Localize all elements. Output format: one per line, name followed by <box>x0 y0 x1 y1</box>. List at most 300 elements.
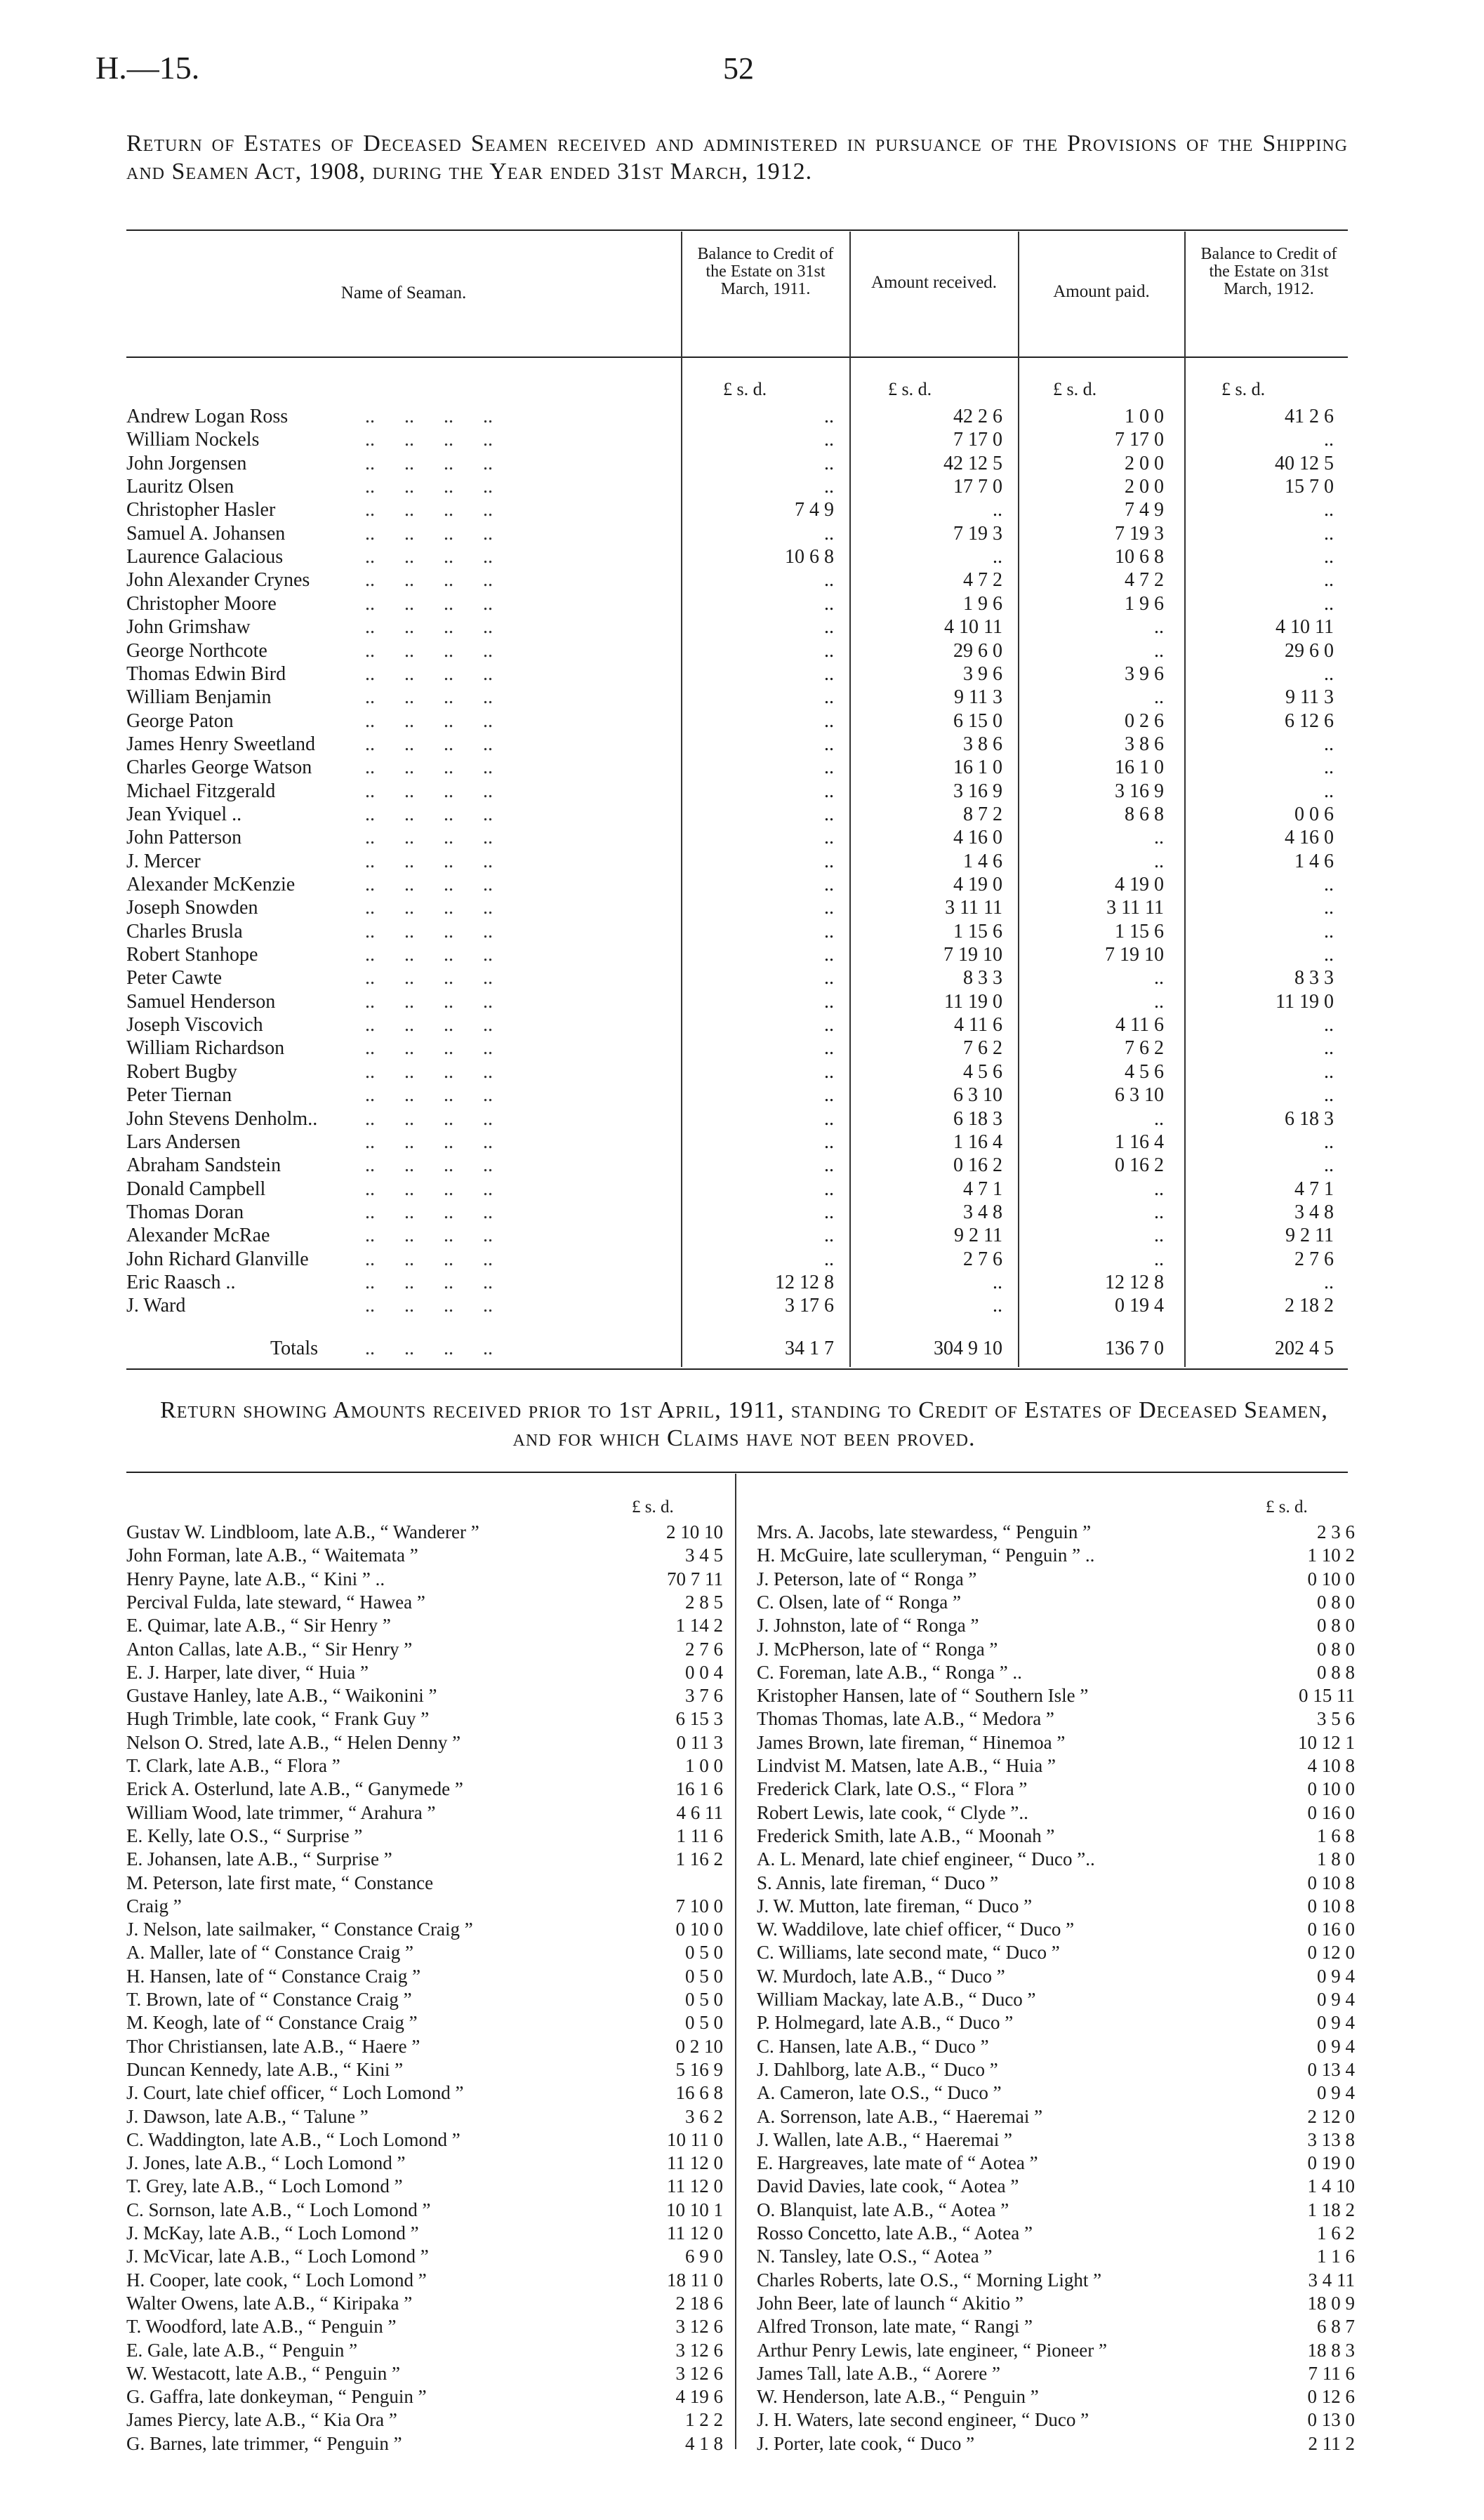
seaman-name: Michael Fitzgerald <box>126 780 276 802</box>
leader-dots: .. .. .. .. <box>365 406 493 427</box>
claim-row <box>0 1942 1484 1965</box>
amount-paid: .. <box>1154 639 1164 662</box>
claim-amount: 10 10 1 <box>666 2199 723 2220</box>
claimant-description: Thomas Thomas, late A.B., “ Medora ” <box>757 1708 1054 1730</box>
table1-row <box>0 499 1484 522</box>
balance-1911: .. <box>824 709 834 732</box>
claimant-description: Walter Owens, late A.B., “ Kiripaka ” <box>126 2292 413 2314</box>
table1-row <box>0 944 1484 967</box>
claim-amount: 3 5 6 <box>1317 1708 1355 1730</box>
table1-row <box>0 710 1484 733</box>
claim-amount: 0 10 8 <box>1307 1872 1355 1893</box>
table1-row <box>0 523 1484 546</box>
claim-amount: 1 0 0 <box>685 1755 723 1776</box>
claimant-description: J. McVicar, late A.B., “ Loch Lomond ” <box>126 2246 429 2267</box>
balance-1912: 4 7 1 <box>1294 1178 1334 1200</box>
claim-amount: 1 11 6 <box>676 1825 723 1846</box>
amount-received: .. <box>993 546 1002 568</box>
amount-received: .. <box>993 1271 1002 1293</box>
leader-dots: .. .. .. .. <box>365 920 493 942</box>
claimant-description: C. Foreman, late A.B., “ Ronga ” .. <box>757 1661 1022 1683</box>
claim-row <box>0 1755 1484 1778</box>
amount-received: 42 2 6 <box>953 406 1002 427</box>
balance-1912: 4 16 0 <box>1285 827 1334 849</box>
claim-row <box>0 1568 1484 1592</box>
leader-dots: .. .. .. .. <box>365 429 493 451</box>
table1-row <box>0 1108 1484 1131</box>
claimant-description: G. Gaffra, late donkeyman, “ Penguin ” <box>126 2386 427 2408</box>
claim-amount: 0 10 0 <box>675 1919 723 1940</box>
claimant-description: E. Quimar, late A.B., “ Sir Henry ” <box>126 1615 391 1636</box>
table1-row <box>0 429 1484 452</box>
table1-row <box>0 546 1484 569</box>
claimant-description: M. Keogh, late of “ Constance Craig ” <box>126 2012 418 2034</box>
claim-row <box>0 2246 1484 2269</box>
claimant-description: Alfred Tronson, late mate, “ Rangi ” <box>757 2316 1033 2338</box>
claimant-description: A. Maller, late of “ Constance Craig ” <box>126 1942 414 1964</box>
claimant-description: E. Johansen, late A.B., “ Surprise ” <box>126 1848 392 1870</box>
seaman-name: George Northcote <box>126 639 267 662</box>
claim-amount: 0 5 0 <box>685 1942 723 1964</box>
balance-1911: .. <box>824 874 834 895</box>
balance-1911: .. <box>824 756 834 779</box>
amount-paid: .. <box>1154 1248 1164 1270</box>
table1-row <box>0 640 1484 663</box>
claim-amount: 4 10 8 <box>1307 1755 1355 1776</box>
claimant-description: John Forman, late A.B., “ Waitemata ” <box>126 1545 418 1566</box>
balance-1912: .. <box>1324 756 1334 779</box>
leader-dots: .. .. .. .. <box>365 499 493 521</box>
amount-paid: 8 6 8 <box>1125 803 1164 825</box>
amount-received: 4 10 11 <box>944 616 1002 639</box>
claimant-description: J. H. Waters, late second engineer, “ Duco ” <box>757 2409 1089 2431</box>
balance-1912: .. <box>1324 874 1334 895</box>
claimant-description: James Tall, late A.B., “ Aorere ” <box>757 2362 1001 2384</box>
claim-row <box>0 1895 1484 1919</box>
amount-paid: 4 19 0 <box>1115 874 1164 895</box>
balance-1912: .. <box>1324 546 1334 568</box>
claimant-description: Charles Roberts, late O.S., “ Morning Light ” <box>757 2269 1102 2291</box>
totals-paid: 136 7 0 <box>1105 1338 1164 1359</box>
claim-amount: 3 4 11 <box>1308 2269 1355 2291</box>
amount-paid: 2 0 0 <box>1125 452 1164 474</box>
claim-row <box>0 1615 1484 1638</box>
claim-row <box>0 1778 1484 1801</box>
claim-amount: 0 5 0 <box>685 2012 723 2034</box>
claim-amount: 2 11 2 <box>1308 2432 1355 2454</box>
seaman-name: Samuel Henderson <box>126 990 276 1013</box>
leader-dots: .. .. .. .. <box>365 1060 493 1083</box>
leader-dots: .. .. .. .. <box>365 1201 493 1223</box>
seaman-name: Alexander McRae <box>126 1225 270 1247</box>
claimant-description: Percival Fulda, late steward, “ Hawea ” <box>126 1591 425 1613</box>
table1-row <box>0 1014 1484 1037</box>
leader-dots: .. .. .. .. <box>365 1037 493 1060</box>
table1-row <box>0 1272 1484 1295</box>
seaman-name: Robert Stanhope <box>126 944 258 966</box>
amount-paid: 7 17 0 <box>1115 429 1164 451</box>
claimant-description: Frederick Clark, late O.S., “ Flora ” <box>757 1778 1028 1800</box>
amount-received: 1 9 6 <box>963 592 1002 615</box>
claim-amount: 0 9 4 <box>1317 1965 1355 1987</box>
balance-1912: .. <box>1324 920 1334 942</box>
table1-row <box>0 1131 1484 1154</box>
claimant-description: E. J. Harper, late diver, “ Huia ” <box>126 1661 369 1683</box>
leader-dots: .. .. .. .. <box>365 592 493 615</box>
claimant-description: Anton Callas, late A.B., “ Sir Henry ” <box>126 1638 413 1660</box>
amount-paid: 1 9 6 <box>1125 592 1164 615</box>
balance-1912: 11 19 0 <box>1276 990 1334 1013</box>
col-head-amount-received: Amount received. <box>870 273 998 292</box>
balance-1912: 29 6 0 <box>1285 639 1334 662</box>
amount-received: 6 3 10 <box>953 1084 1002 1107</box>
amount-paid: 12 12 8 <box>1105 1271 1164 1293</box>
claimant-description: J. Porter, late cook, “ Duco ” <box>757 2432 975 2454</box>
claim-row <box>0 2036 1484 2059</box>
leader-dots: .. .. .. .. <box>365 874 493 895</box>
claimant-description: J. McPherson, late of “ Ronga ” <box>757 1638 998 1660</box>
amount-paid: 4 11 6 <box>1115 1014 1164 1036</box>
amount-received: .. <box>993 499 1002 521</box>
balance-1912: .. <box>1324 944 1334 966</box>
balance-1911: .. <box>824 850 834 872</box>
seaman-name: Lars Andersen <box>126 1131 241 1153</box>
claimant-description: W. Westacott, late A.B., “ Penguin ” <box>126 2362 401 2384</box>
claimant-description: W. Murdoch, late A.B., “ Duco ” <box>757 1965 1005 1987</box>
balance-1911: .. <box>824 1060 834 1083</box>
claim-row <box>0 1825 1484 1848</box>
amount-received: 8 3 3 <box>963 967 1002 989</box>
amount-received: 4 11 6 <box>954 1014 1002 1036</box>
amount-received: 3 8 6 <box>963 733 1002 755</box>
claim-amount: 18 0 9 <box>1307 2292 1355 2314</box>
seaman-name: George Paton <box>126 709 234 732</box>
amount-received: 4 7 2 <box>963 569 1002 592</box>
claim-amount: 1 18 2 <box>1307 2199 1355 2220</box>
leader-dots: .. .. .. .. <box>365 452 493 474</box>
balance-1911: .. <box>824 944 834 966</box>
claimant-description: Kristopher Hansen, late of “ Southern Isle ” <box>757 1685 1089 1707</box>
seaman-name: Peter Tiernan <box>126 1084 232 1107</box>
leader-dots: .. .. .. .. <box>365 944 493 966</box>
claim-amount: 0 2 10 <box>675 2035 723 2057</box>
table1-totals-row <box>0 1338 1484 1361</box>
amount-paid: .. <box>1154 1178 1164 1200</box>
amount-paid: .. <box>1154 1107 1164 1130</box>
leader-dots: .. .. .. .. <box>365 662 493 685</box>
balance-1911: .. <box>824 1154 834 1177</box>
claimant-description: J. W. Mutton, late fireman, “ Duco ” <box>757 1895 1033 1916</box>
table1-row <box>0 967 1484 990</box>
amount-paid: 6 3 10 <box>1115 1084 1164 1107</box>
unit-label: £ s. d. <box>632 1498 674 1516</box>
amount-paid: 0 19 4 <box>1115 1295 1164 1317</box>
leader-dots: .. .. .. .. <box>365 639 493 662</box>
balance-1911: .. <box>824 827 834 849</box>
claimant-description: A. Sorrenson, late A.B., “ Haeremai ” <box>757 2105 1043 2127</box>
page-number: 52 <box>723 51 754 86</box>
table1-row <box>0 897 1484 920</box>
amount-received: 4 7 1 <box>963 1178 1002 1200</box>
amount-paid: .. <box>1154 827 1164 849</box>
seaman-name: James Henry Sweetland <box>126 733 316 755</box>
amount-paid: 1 0 0 <box>1125 406 1164 427</box>
claimant-description: James Brown, late fireman, “ Hinemoa ” <box>757 1731 1066 1753</box>
claim-amount: 0 9 4 <box>1317 2082 1355 2104</box>
claim-amount: 2 10 10 <box>666 1521 723 1542</box>
seaman-name: William Nockels <box>126 429 260 451</box>
balance-1912: 6 12 6 <box>1285 709 1334 732</box>
table1-row <box>0 1061 1484 1084</box>
seaman-name: Charles Brusla <box>126 920 243 942</box>
balance-1911: .. <box>824 1131 834 1153</box>
balance-1911: .. <box>824 990 834 1013</box>
claim-amount: 0 16 0 <box>1307 1919 1355 1940</box>
claim-row <box>0 2059 1484 2082</box>
table1-top-rule <box>126 229 1348 231</box>
balance-1912: .. <box>1324 569 1334 592</box>
claim-row <box>0 2175 1484 2199</box>
leader-dots: .. .. .. .. <box>365 897 493 919</box>
seaman-name: Donald Campbell <box>126 1178 266 1200</box>
table1-row <box>0 874 1484 897</box>
claim-amount: 0 12 6 <box>1307 2386 1355 2408</box>
claim-amount: 1 16 2 <box>675 1848 723 1870</box>
claimant-description: Lindvist M. Matsen, late A.B., “ Huia ” <box>757 1755 1056 1776</box>
amount-received: 4 19 0 <box>953 874 1002 895</box>
amount-paid: .. <box>1154 1225 1164 1247</box>
claim-amount: 0 5 0 <box>685 1989 723 2010</box>
claim-amount: 7 10 0 <box>675 1895 723 1916</box>
leader-dots: .. .. .. .. <box>365 569 493 592</box>
amount-paid: .. <box>1154 967 1164 989</box>
leader-dots: .. .. .. .. <box>365 1131 493 1153</box>
balance-1911: .. <box>824 1178 834 1200</box>
balance-1912: .. <box>1324 1131 1334 1153</box>
claim-amount: 0 8 0 <box>1317 1591 1355 1613</box>
leader-dots: .. .. .. .. <box>365 1295 493 1317</box>
table1-row <box>0 1037 1484 1060</box>
claimant-description: J. Wallen, late A.B., “ Haeremai ” <box>757 2128 1012 2150</box>
table1-row <box>0 780 1484 804</box>
table1-row <box>0 1178 1484 1201</box>
balance-1911: 7 4 9 <box>795 499 834 521</box>
balance-1911: .. <box>824 639 834 662</box>
claimant-description: G. Barnes, late trimmer, “ Penguin ” <box>126 2432 402 2454</box>
amount-received: 7 19 10 <box>943 944 1002 966</box>
balance-1912: .. <box>1324 1060 1334 1083</box>
leader-dots: .. .. .. .. <box>365 850 493 872</box>
claim-row <box>0 2129 1484 2152</box>
leader-dots: .. .. .. .. <box>365 1338 493 1359</box>
leader-dots: .. .. .. .. <box>365 967 493 989</box>
unit-label: £ s. d. <box>1221 379 1266 399</box>
claimant-description: H. Cooper, late cook, “ Loch Lomond ” <box>126 2269 427 2291</box>
claim-row <box>0 1919 1484 1942</box>
claim-amount: 3 4 5 <box>685 1545 723 1566</box>
claim-amount: 4 19 6 <box>675 2386 723 2408</box>
table1-row <box>0 1225 1484 1248</box>
claim-amount: 1 2 2 <box>685 2409 723 2431</box>
balance-1911: .. <box>824 616 834 639</box>
balance-1912: .. <box>1324 1271 1334 1293</box>
seaman-name: Abraham Sandstein <box>126 1154 281 1177</box>
table1-row <box>0 1084 1484 1107</box>
unit-label: £ s. d. <box>888 379 932 399</box>
table1-row <box>0 1295 1484 1318</box>
amount-received: 7 6 2 <box>963 1037 1002 1060</box>
claimant-description: T. Grey, late A.B., “ Loch Lomond ” <box>126 2175 403 2197</box>
claim-amount: 0 9 4 <box>1317 2035 1355 2057</box>
claimant-description: Hugh Trimble, late cook, “ Frank Guy ” <box>126 1708 430 1730</box>
balance-1912: 1 4 6 <box>1294 850 1334 872</box>
leader-dots: .. .. .. .. <box>365 1225 493 1247</box>
table1-row <box>0 1154 1484 1178</box>
amount-received: 6 18 3 <box>953 1107 1002 1130</box>
claim-amount: 0 9 4 <box>1317 1989 1355 2010</box>
claimant-description: M. Peterson, late first mate, “ Constance <box>126 1872 434 1893</box>
balance-1911: .. <box>824 897 834 919</box>
balance-1911: .. <box>824 569 834 592</box>
claimant-description: James Piercy, late A.B., “ Kia Ora ” <box>126 2409 397 2431</box>
claim-amount: 2 7 6 <box>685 1638 723 1660</box>
leader-dots: .. .. .. .. <box>365 616 493 639</box>
claim-amount: 0 8 8 <box>1317 1661 1355 1683</box>
balance-1911: .. <box>824 1201 834 1223</box>
table1-row <box>0 593 1484 616</box>
balance-1911: 12 12 8 <box>775 1271 834 1293</box>
claimant-description: A. L. Menard, late chief engineer, “ Duco ”.. <box>757 1848 1095 1870</box>
amount-received: 1 15 6 <box>953 920 1002 942</box>
claimant-description: Robert Lewis, late cook, “ Clyde ”.. <box>757 1801 1028 1823</box>
table1-row <box>0 406 1484 429</box>
leader-dots: .. .. .. .. <box>365 546 493 568</box>
claim-row <box>0 2199 1484 2222</box>
claim-row <box>0 1685 1484 1708</box>
claimant-description: P. Holmegard, late A.B., “ Duco ” <box>757 2012 1014 2034</box>
claimant-description: E. Kelly, late O.S., “ Surprise ” <box>126 1825 363 1846</box>
claim-amount: 10 11 0 <box>667 2128 723 2150</box>
seaman-name: Robert Bugby <box>126 1060 237 1083</box>
seaman-name: William Richardson <box>126 1037 285 1060</box>
balance-1911: .. <box>824 1248 834 1270</box>
leader-dots: .. .. .. .. <box>365 1084 493 1107</box>
leader-dots: .. .. .. .. <box>365 1248 493 1270</box>
claimant-description: C. Hansen, late A.B., “ Duco ” <box>757 2035 989 2057</box>
amount-received: 1 4 6 <box>963 850 1002 872</box>
seaman-name: Christopher Moore <box>126 592 277 615</box>
claim-row <box>0 2293 1484 2316</box>
seaman-name: John Patterson <box>126 827 242 849</box>
seaman-name: John Stevens Denholm.. <box>126 1107 318 1130</box>
balance-1911: .. <box>824 920 834 942</box>
unit-label: £ s. d. <box>1266 1498 1308 1516</box>
table1-row <box>0 663 1484 686</box>
amount-paid: 10 6 8 <box>1115 546 1164 568</box>
balance-1912: 41 2 6 <box>1285 406 1334 427</box>
table1-row <box>0 827 1484 850</box>
balance-1911: .. <box>824 967 834 989</box>
amount-paid: 3 8 6 <box>1125 733 1164 755</box>
amount-received: 17 7 0 <box>953 476 1002 498</box>
claim-amount: 0 12 0 <box>1307 1942 1355 1964</box>
claim-amount: 0 10 0 <box>1307 1568 1355 1589</box>
claimant-description: Craig ” <box>126 1895 182 1916</box>
unit-label: £ s. d. <box>1053 379 1097 399</box>
amount-received: 42 12 5 <box>943 452 1002 474</box>
seaman-name: J. Ward <box>126 1295 186 1317</box>
balance-1912: 40 12 5 <box>1275 452 1334 474</box>
amount-received: 6 15 0 <box>953 709 1002 732</box>
claim-amount: 0 15 11 <box>1299 1685 1355 1707</box>
balance-1911: .. <box>824 452 834 474</box>
seaman-name: Samuel A. Johansen <box>126 522 286 545</box>
claim-row <box>0 2316 1484 2339</box>
table1-row <box>0 569 1484 592</box>
claim-amount: 11 12 0 <box>667 2222 723 2244</box>
col-head-balance-1911: Balance to Credit of the Estate on 31st March, 1911. <box>697 245 834 298</box>
balance-1912: 0 0 6 <box>1294 803 1334 825</box>
claim-amount: 1 6 2 <box>1317 2222 1355 2244</box>
claimant-description: C. Waddington, late A.B., “ Loch Lomond ” <box>126 2128 461 2150</box>
amount-paid: 1 16 4 <box>1115 1131 1164 1153</box>
balance-1911: .. <box>824 780 834 802</box>
seaman-name: J. Mercer <box>126 850 201 872</box>
seaman-name: Joseph Snowden <box>126 897 258 919</box>
balance-1911: .. <box>824 662 834 685</box>
claimant-description: J. McKay, late A.B., “ Loch Lomond ” <box>126 2222 419 2244</box>
claimant-description: H. McGuire, late sculleryman, “ Penguin ” .. <box>757 1545 1095 1566</box>
table1-row <box>0 733 1484 756</box>
amount-paid: 3 11 11 <box>1106 897 1164 919</box>
claim-row <box>0 1989 1484 2012</box>
balance-1912: 3 4 8 <box>1294 1201 1334 1223</box>
claim-row <box>0 2340 1484 2363</box>
claim-amount: 1 14 2 <box>675 1615 723 1636</box>
table1-title: Return of Estates of Deceased Seamen received and administered in pursuance of the Provisions of the Shipping and Seamen Act, 1908, during the Year ended 31st March, 1912. <box>126 131 1348 185</box>
table1-row <box>0 804 1484 827</box>
claim-amount: 4 1 8 <box>685 2432 723 2454</box>
leader-dots: .. .. .. .. <box>365 476 493 498</box>
claimant-description: Mrs. A. Jacobs, late stewardess, “ Penguin ” <box>757 1521 1092 1542</box>
claimant-description: Rosso Concetto, late A.B., “ Aotea ” <box>757 2222 1033 2244</box>
claimant-description: John Beer, late of launch “ Akitio ” <box>757 2292 1023 2314</box>
claimant-description: J. Dawson, late A.B., “ Talune ” <box>126 2105 369 2127</box>
amount-paid: 1 15 6 <box>1115 920 1164 942</box>
amount-paid: 2 0 0 <box>1125 476 1164 498</box>
seaman-name: Eric Raasch .. <box>126 1271 236 1293</box>
balance-1912: .. <box>1324 592 1334 615</box>
balance-1911: .. <box>824 803 834 825</box>
claimant-description: J. Jones, late A.B., “ Loch Lomond ” <box>126 2152 406 2174</box>
balance-1912: 9 11 3 <box>1285 686 1334 709</box>
claim-amount: 0 13 0 <box>1307 2409 1355 2431</box>
leader-dots: .. .. .. .. <box>365 1154 493 1177</box>
claimant-description: E. Gale, late A.B., “ Penguin ” <box>126 2339 358 2361</box>
claimant-description: A. Cameron, late O.S., “ Duco ” <box>757 2082 1002 2104</box>
claimant-description: W. Henderson, late A.B., “ Penguin ” <box>757 2386 1039 2408</box>
claimant-description: S. Annis, late fireman, “ Duco ” <box>757 1872 999 1893</box>
claim-amount: 3 6 2 <box>685 2105 723 2127</box>
claim-amount: 6 8 7 <box>1317 2316 1355 2338</box>
claim-amount: 1 4 10 <box>1307 2175 1355 2197</box>
leader-dots: .. .. .. .. <box>365 1107 493 1130</box>
claimant-description: O. Blanquist, late A.B., “ Aotea ” <box>757 2199 1009 2220</box>
claimant-description: Gustav W. Lindbloom, late A.B., “ Wanderer ” <box>126 1521 479 1542</box>
seaman-name: Peter Cawte <box>126 967 223 989</box>
claimant-description: J. Johnston, late of “ Ronga ” <box>757 1615 979 1636</box>
seaman-name: John Grimshaw <box>126 616 251 639</box>
